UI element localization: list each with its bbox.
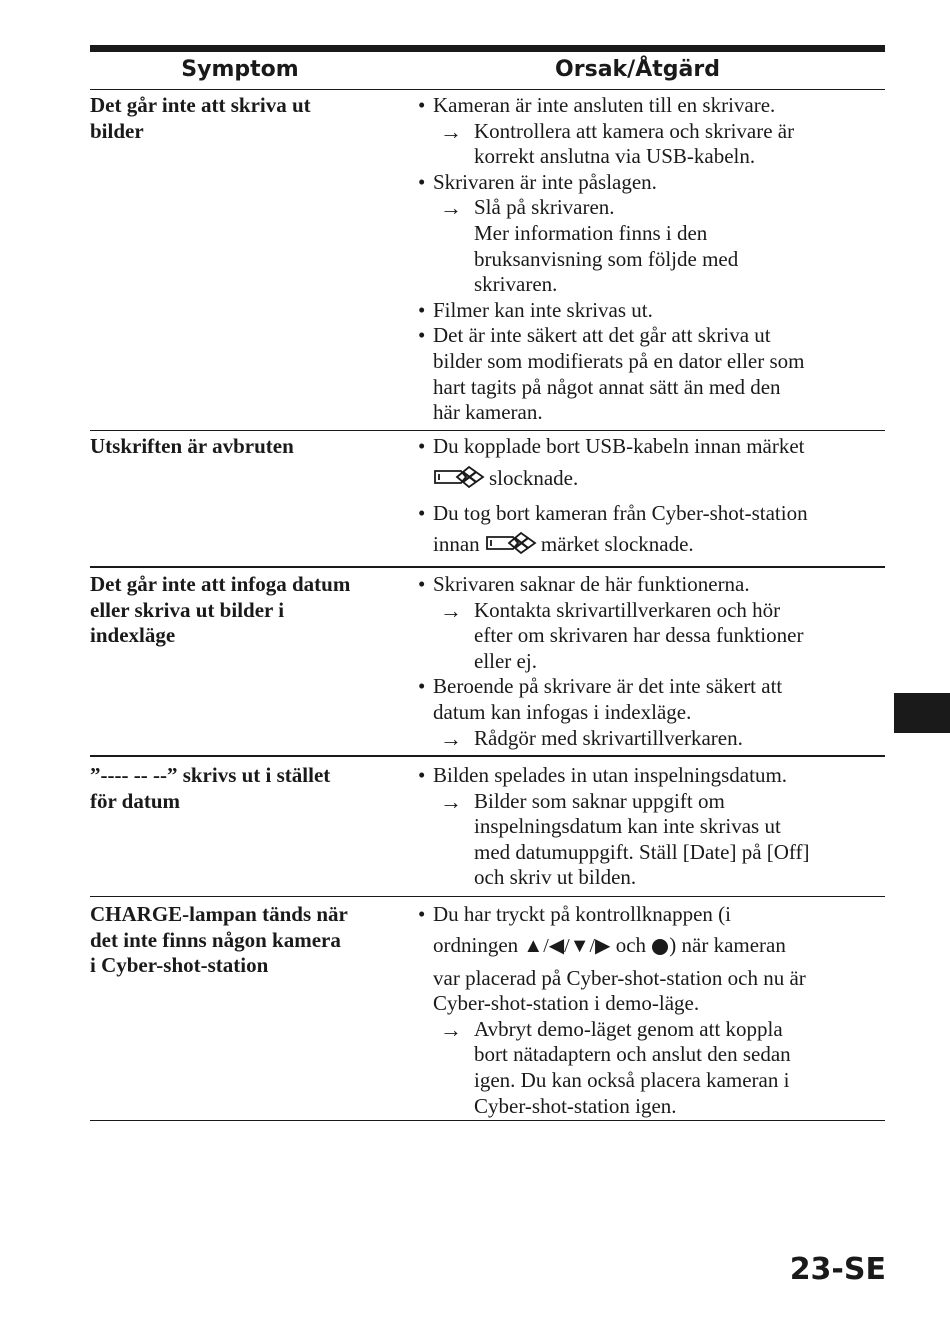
action-continuation: igen. Du kan också placera kameran i: [474, 1067, 790, 1092]
action-item: → Rådgör med skrivartillverkaren.: [416, 726, 886, 752]
cause-text: och: [615, 932, 647, 957]
symptom-cell: [90, 434, 395, 460]
bullet-item: • Bilden spelades in utan inspelningsdatum.: [416, 763, 886, 789]
symptom-text: indexläge: [90, 623, 176, 647]
action-item: → Kontrollera att kamera och skrivare är: [416, 119, 886, 145]
symptom-text: eller skriva ut bilder i: [90, 597, 285, 622]
table-row: [90, 763, 885, 897]
bullet-item: • Det är inte säkert att det går att skriva ut: [416, 323, 886, 349]
action-continuation: efter om skrivaren har dessa funktioner: [474, 623, 804, 648]
bullet-continuation: hart tagits på något annat sätt än med den: [433, 374, 781, 399]
table-row: [90, 572, 885, 757]
bullet-item: • Du kopplade bort USB-kabeln innan märket: [416, 434, 886, 460]
cause-cell: [416, 902, 886, 1119]
symptom-cell: [90, 93, 395, 144]
action-continuation: korrekt anslutna via USB-kabeln.: [474, 144, 756, 169]
bullet-item: • Filmer kan inte skrivas ut.: [416, 298, 886, 324]
usb-print-icon: [433, 464, 485, 501]
header-cause: [390, 55, 885, 90]
direction-buttons-label: ▲/◀/▼/▶: [523, 934, 611, 957]
bullet-continuation: [416, 460, 886, 501]
cause-cell: [416, 572, 886, 751]
bullet-continuation: [416, 928, 886, 966]
action-item: → Slå på skrivaren.: [416, 195, 886, 221]
action-continuation: eller ej.: [474, 648, 537, 673]
action-item: → Avbryt demo-läget genom att koppla: [416, 1017, 886, 1043]
page-number: 23-SE: [789, 1252, 886, 1287]
bullet-item: • Skrivaren saknar de här funktionerna.: [416, 572, 886, 598]
cause-cell: [416, 93, 886, 426]
action-continuation: bort nätadaptern och anslut den sedan: [474, 1042, 791, 1067]
header-cause-label: Orsak/Åtgärd: [555, 57, 720, 82]
table-row: [90, 93, 885, 431]
bullet-continuation: datum kan infogas i indexläge.: [433, 699, 692, 724]
cause-text: slocknade.: [489, 465, 579, 490]
symptom-text: Det går inte att skriva ut: [90, 93, 311, 117]
action-continuation: bruksanvisning som följde med: [474, 246, 739, 271]
header-symptom-label: Symptom: [181, 57, 299, 82]
symptom-text: Det går inte att infoga datum: [90, 572, 351, 596]
bullet-continuation: [416, 526, 886, 567]
bullet-item: • Beroende på skrivare är det inte säkert att: [416, 674, 886, 700]
symptom-text: för datum: [90, 788, 181, 813]
action-item: → Bilder som saknar uppgift om: [416, 789, 886, 815]
symptom-text: bilder: [90, 118, 144, 143]
cause-text: märket slocknade.: [540, 532, 694, 557]
bullet-item: • Kameran är inte ansluten till en skrivare.: [416, 93, 886, 119]
cause-cell: [416, 434, 886, 567]
symptom-cell: [90, 763, 395, 814]
symptom-cell: [90, 902, 395, 979]
symptom-text: det inte finns någon kamera: [90, 927, 341, 952]
bullet-item: • Skrivaren är inte påslagen.: [416, 170, 886, 196]
cause-text: innan: [433, 532, 480, 557]
section-tab-marker: [894, 693, 950, 733]
action-continuation: och skriv ut bilden.: [474, 865, 637, 890]
cause-text: ordningen: [433, 932, 519, 957]
action-continuation: med datumuppgift. Ställ [Date] på [Off]: [474, 839, 810, 864]
bullet-continuation: här kameran.: [433, 400, 543, 425]
cause-cell: [416, 763, 886, 891]
bullet-continuation: Cyber-shot-station i demo-läge.: [433, 991, 700, 1016]
action-continuation: Mer information finns i den: [474, 220, 708, 245]
bullet-item: • Du tog bort kameran från Cyber-shot-station: [416, 501, 886, 527]
bullet-continuation: var placerad på Cyber-shot-station och nu är: [433, 965, 806, 990]
usb-print-icon: [485, 530, 537, 567]
bullet-continuation: bilder som modifierats på en dator eller som: [433, 348, 805, 373]
action-continuation: Cyber-shot-station igen.: [474, 1093, 677, 1118]
symptom-text: i Cyber-shot-station: [90, 953, 269, 977]
center-button-icon: [651, 932, 669, 966]
bullet-item: • Du har tryckt på kontrollknappen (i: [416, 902, 886, 928]
action-item: → Kontakta skrivartillverkaren och hör: [416, 598, 886, 624]
action-continuation: skrivaren.: [474, 272, 558, 297]
table-row: [90, 902, 885, 1121]
symptom-cell: [90, 572, 395, 649]
action-continuation: inspelningsdatum kan inte skrivas ut: [474, 814, 781, 839]
table-top-rule: [90, 45, 885, 52]
header-symptom: [90, 55, 390, 90]
symptom-text: ”---- -- --” skrivs ut i stället: [90, 763, 331, 787]
table-row: [90, 434, 885, 568]
symptom-text: CHARGE-lampan tänds när: [90, 902, 348, 926]
symptom-text: Utskriften är avbruten: [90, 434, 294, 458]
cause-text: ) när kameran: [669, 932, 786, 957]
